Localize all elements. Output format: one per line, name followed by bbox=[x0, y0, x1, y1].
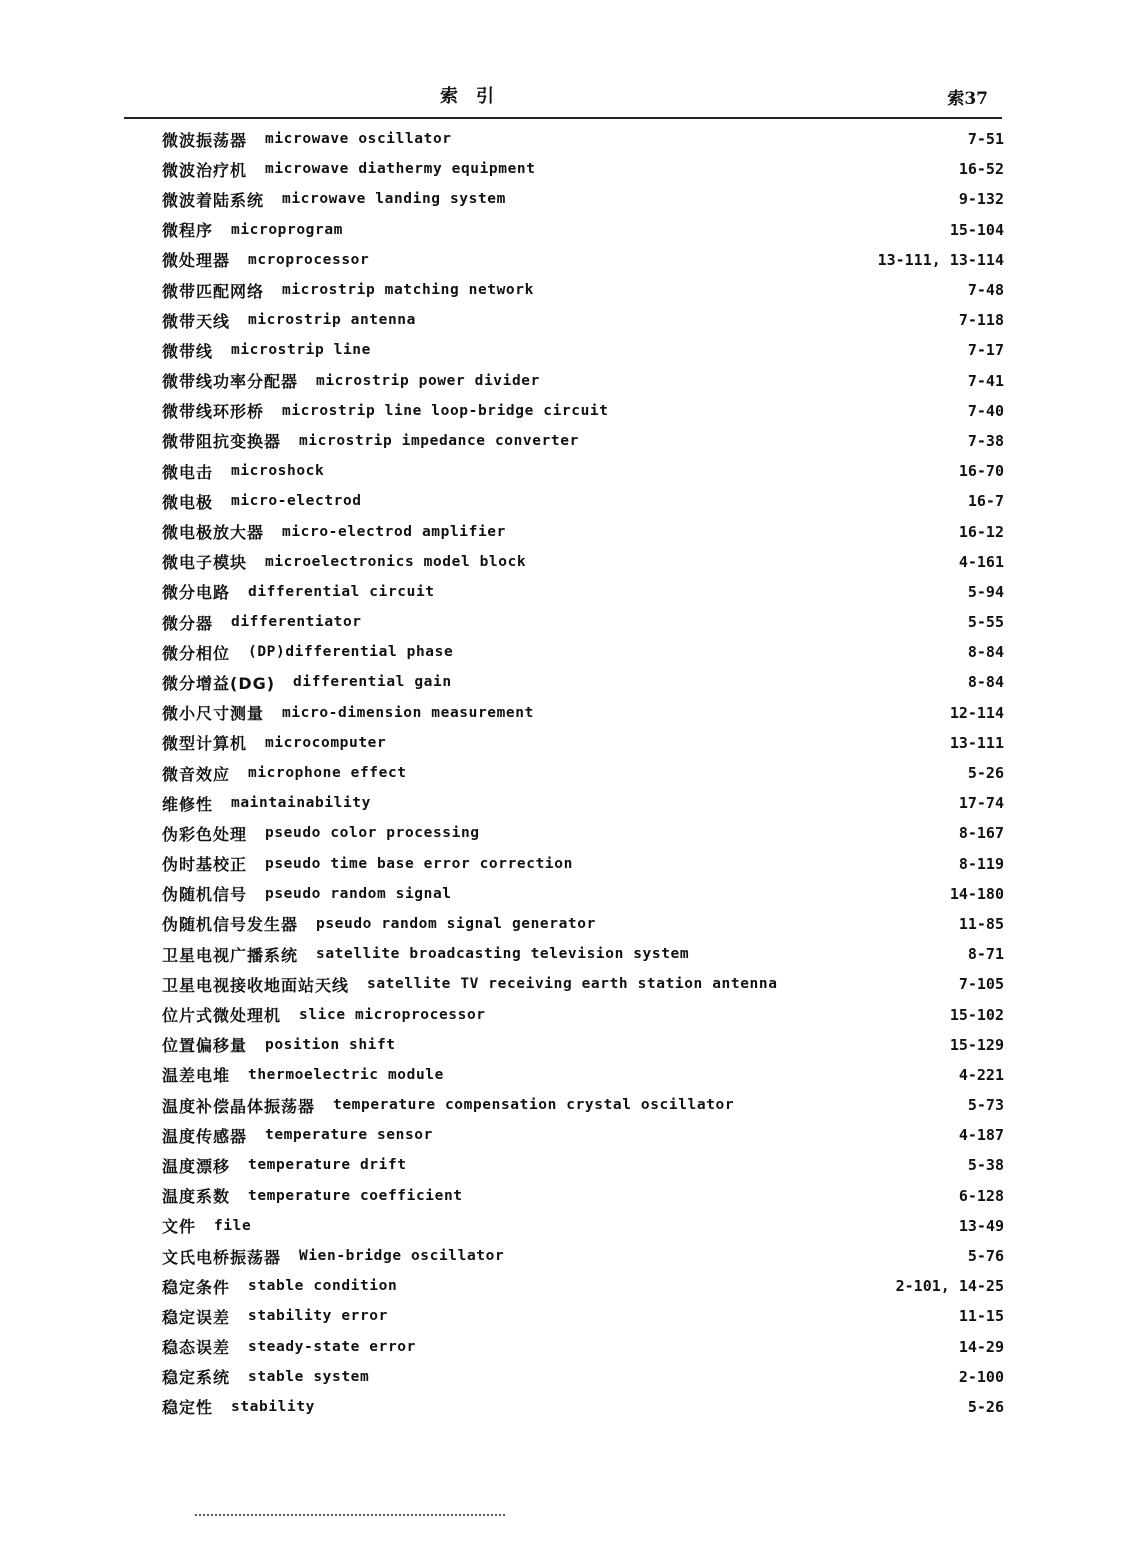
entry-english-term: temperature coefficient bbox=[248, 1187, 463, 1204]
entry-chinese-term: 微带线功率分配器 bbox=[162, 372, 299, 392]
entry-english-term: microstrip line bbox=[231, 342, 371, 359]
entry-chinese-term: 微分相位 bbox=[162, 643, 231, 663]
index-entry bbox=[162, 1271, 1004, 1301]
index-entry bbox=[162, 305, 1004, 335]
entry-page-reference: 7-41 bbox=[967, 371, 1004, 390]
entry-chinese-term: 位置偏移量 bbox=[162, 1036, 248, 1056]
index-entry bbox=[162, 1362, 1004, 1392]
entry-english-term: position shift bbox=[265, 1036, 396, 1053]
entry-chinese-term: 位片式微处理机 bbox=[162, 1006, 282, 1026]
entry-english-term: differential gain bbox=[293, 674, 452, 691]
entry-english-term: microwave diathermy equipment bbox=[265, 161, 536, 178]
entry-english-term: pseudo random signal bbox=[265, 885, 452, 902]
index-entry bbox=[162, 396, 1004, 426]
entry-chinese-term: 微带匹配网络 bbox=[162, 281, 265, 301]
entry-chinese-term: 温度传感器 bbox=[162, 1126, 248, 1146]
entry-chinese-term: 微分器 bbox=[162, 613, 214, 633]
entry-chinese-term: 稳定系统 bbox=[162, 1368, 231, 1388]
entry-page-reference: 12-114 bbox=[949, 703, 1004, 722]
index-entry bbox=[162, 215, 1004, 245]
entry-english-term: thermoelectric module bbox=[248, 1066, 444, 1083]
entry-chinese-term: 温度补偿晶体振荡器 bbox=[162, 1096, 316, 1116]
entry-page-reference: 5-73 bbox=[967, 1096, 1004, 1115]
entry-page-reference: 5-76 bbox=[967, 1247, 1004, 1266]
entry-chinese-term: 微音效应 bbox=[162, 764, 231, 784]
index-entry bbox=[162, 939, 1004, 969]
index-entry bbox=[162, 698, 1004, 728]
index-entry bbox=[162, 667, 1004, 697]
index-entry bbox=[162, 728, 1004, 758]
index-entry bbox=[162, 1181, 1004, 1211]
entry-chinese-term: 伪随机信号 bbox=[162, 885, 248, 905]
index-entry bbox=[162, 1392, 1004, 1422]
entry-chinese-term: 温差电堆 bbox=[162, 1066, 231, 1086]
index-entry bbox=[162, 1301, 1004, 1331]
index-entry bbox=[162, 1030, 1004, 1060]
index-entry bbox=[162, 124, 1004, 154]
entry-chinese-term: 微波治疗机 bbox=[162, 160, 248, 180]
entry-english-term: microstrip antenna bbox=[248, 312, 416, 329]
entry-english-term: temperature drift bbox=[248, 1157, 407, 1174]
index-entry bbox=[162, 1060, 1004, 1090]
entry-page-reference: 16-12 bbox=[958, 522, 1004, 541]
index-entry bbox=[162, 1090, 1004, 1120]
entry-chinese-term: 稳定性 bbox=[162, 1398, 214, 1418]
entry-english-term: pseudo random signal generator bbox=[316, 915, 596, 932]
entry-chinese-term: 微波着陆系统 bbox=[162, 190, 265, 210]
entry-page-reference: 7-17 bbox=[967, 341, 1004, 360]
index-entry bbox=[162, 818, 1004, 848]
index-entry bbox=[162, 1150, 1004, 1180]
entry-chinese-term: 微带阻抗变换器 bbox=[162, 432, 282, 452]
index-entry bbox=[162, 1241, 1004, 1271]
entry-english-term: satellite broadcasting television system bbox=[316, 946, 690, 963]
entry-english-term: mcroprocessor bbox=[248, 251, 370, 268]
entry-english-term: microwave oscillator bbox=[265, 131, 452, 148]
page-number: 索37 bbox=[947, 89, 988, 109]
entry-english-term: microstrip impedance converter bbox=[299, 432, 579, 449]
page-title: 索 引 bbox=[440, 86, 494, 107]
index-entry bbox=[162, 456, 1004, 486]
entry-page-reference: 8-84 bbox=[967, 643, 1004, 662]
entry-chinese-term: 温度系数 bbox=[162, 1187, 231, 1207]
entry-page-reference: 5-26 bbox=[967, 764, 1004, 783]
entry-english-term: stable condition bbox=[248, 1278, 398, 1295]
entry-english-term: microstrip line loop-bridge circuit bbox=[282, 402, 609, 419]
entry-english-term: stable system bbox=[248, 1368, 370, 1385]
entry-chinese-term: 微程序 bbox=[162, 221, 214, 241]
entry-page-reference: 15-102 bbox=[949, 1005, 1004, 1024]
entry-english-term: differentiator bbox=[231, 614, 362, 631]
entry-page-reference: 8-71 bbox=[967, 945, 1004, 964]
index-entry bbox=[162, 909, 1004, 939]
index-entry bbox=[162, 788, 1004, 818]
entry-english-term: microwave landing system bbox=[282, 191, 506, 208]
index-entry bbox=[162, 366, 1004, 396]
entry-chinese-term: 稳定误差 bbox=[162, 1307, 231, 1327]
entry-chinese-term: 微型计算机 bbox=[162, 734, 248, 754]
entry-page-reference: 16-70 bbox=[958, 462, 1004, 481]
index-entry bbox=[162, 879, 1004, 909]
entry-chinese-term: 伪时基校正 bbox=[162, 855, 248, 875]
entry-page-reference: 5-26 bbox=[967, 1397, 1004, 1416]
index-entry bbox=[162, 607, 1004, 637]
index-entry bbox=[162, 1120, 1004, 1150]
entry-english-term: stability error bbox=[248, 1308, 388, 1325]
index-entry bbox=[162, 547, 1004, 577]
entry-page-reference: 13-49 bbox=[958, 1216, 1004, 1235]
entry-page-reference: 7-48 bbox=[967, 281, 1004, 300]
entry-chinese-term: 稳定条件 bbox=[162, 1277, 231, 1297]
entry-page-reference: 15-129 bbox=[949, 1035, 1004, 1054]
entry-chinese-term: 文氏电桥振荡器 bbox=[162, 1247, 282, 1267]
entry-chinese-term: 微小尺寸测量 bbox=[162, 704, 265, 724]
header-divider bbox=[124, 117, 1002, 119]
entry-chinese-term: 微电极放大器 bbox=[162, 523, 265, 543]
entry-page-reference: 8-119 bbox=[958, 854, 1004, 873]
entry-english-term: microelectronics model block bbox=[265, 553, 527, 570]
entry-page-reference: 7-38 bbox=[967, 431, 1004, 450]
entry-page-reference: 8-167 bbox=[958, 824, 1004, 843]
entry-chinese-term: 伪彩色处理 bbox=[162, 824, 248, 844]
entry-chinese-term: 微带天线 bbox=[162, 311, 231, 331]
index-entry-list bbox=[162, 124, 1004, 1422]
entry-english-term: micro-electrod amplifier bbox=[282, 523, 506, 540]
entry-english-term: micro-dimension measurement bbox=[282, 704, 534, 721]
entry-page-reference: 4-161 bbox=[958, 552, 1004, 571]
entry-page-reference: 13-111, 13-114 bbox=[877, 250, 1004, 269]
entry-page-reference: 11-85 bbox=[958, 914, 1004, 933]
entry-english-term: microstrip power divider bbox=[316, 372, 540, 389]
entry-english-term: micro-electrod bbox=[231, 493, 362, 510]
entry-page-reference: 7-105 bbox=[958, 975, 1004, 994]
entry-english-term: differential circuit bbox=[248, 583, 435, 600]
entry-page-reference: 16-52 bbox=[958, 160, 1004, 179]
entry-chinese-term: 微波振荡器 bbox=[162, 130, 248, 150]
entry-page-reference: 7-40 bbox=[967, 401, 1004, 420]
index-entry bbox=[162, 1332, 1004, 1362]
entry-page-reference: 7-118 bbox=[958, 311, 1004, 330]
entry-english-term: slice microprocessor bbox=[299, 1006, 486, 1023]
index-entry bbox=[162, 577, 1004, 607]
entry-chinese-term: 文件 bbox=[162, 1217, 197, 1237]
entry-chinese-term: 伪随机信号发生器 bbox=[162, 915, 299, 935]
entry-english-term: maintainability bbox=[231, 795, 371, 812]
entry-page-reference: 7-51 bbox=[967, 130, 1004, 149]
entry-chinese-term: 微处理器 bbox=[162, 251, 231, 271]
entry-chinese-term: 维修性 bbox=[162, 794, 214, 814]
entry-page-reference: 16-7 bbox=[967, 492, 1004, 511]
entry-page-reference: 13-111 bbox=[949, 733, 1004, 752]
entry-page-reference: 5-94 bbox=[967, 582, 1004, 601]
index-entry bbox=[162, 275, 1004, 305]
entry-chinese-term: 微电击 bbox=[162, 462, 214, 482]
entry-chinese-term: 微带线 bbox=[162, 341, 214, 361]
index-entry bbox=[162, 245, 1004, 275]
entry-chinese-term: 微电极 bbox=[162, 492, 214, 512]
entry-english-term: steady-state error bbox=[248, 1338, 416, 1355]
entry-page-reference: 17-74 bbox=[958, 794, 1004, 813]
entry-page-reference: 11-15 bbox=[958, 1307, 1004, 1326]
index-entry bbox=[162, 999, 1004, 1029]
entry-page-reference: 15-104 bbox=[949, 220, 1004, 239]
entry-page-reference: 2-101, 14-25 bbox=[895, 1277, 1004, 1296]
entry-chinese-term: 微电子模块 bbox=[162, 553, 248, 573]
entry-english-term: microshock bbox=[231, 463, 325, 480]
entry-chinese-term: 微带线环形桥 bbox=[162, 402, 265, 422]
entry-chinese-term: 微分电路 bbox=[162, 583, 231, 603]
index-entry bbox=[162, 426, 1004, 456]
entry-english-term: Wien-bridge oscillator bbox=[299, 1248, 505, 1265]
entry-page-reference: 9-132 bbox=[958, 190, 1004, 209]
entry-chinese-term: 稳态误差 bbox=[162, 1338, 231, 1358]
index-entry bbox=[162, 335, 1004, 365]
entry-page-reference: 6-128 bbox=[958, 1186, 1004, 1205]
entry-english-term: (DP)differential phase bbox=[248, 644, 454, 661]
entry-page-reference: 14-180 bbox=[949, 884, 1004, 903]
entry-page-reference: 2-100 bbox=[958, 1367, 1004, 1386]
entry-page-reference: 5-38 bbox=[967, 1156, 1004, 1175]
entry-english-term: pseudo time base error correction bbox=[265, 855, 573, 872]
entry-chinese-term: 微分增益(DG) bbox=[162, 673, 276, 693]
entry-chinese-term: 温度漂移 bbox=[162, 1156, 231, 1176]
entry-english-term: temperature compensation crystal oscillator bbox=[333, 1097, 735, 1114]
entry-english-term: microstrip matching network bbox=[282, 282, 534, 299]
entry-english-term: microcomputer bbox=[265, 734, 387, 751]
entry-english-term: temperature sensor bbox=[265, 1127, 433, 1144]
entry-page-reference: 14-29 bbox=[958, 1337, 1004, 1356]
index-entry bbox=[162, 1211, 1004, 1241]
index-entry bbox=[162, 969, 1004, 999]
entry-page-reference: 5-55 bbox=[967, 613, 1004, 632]
entry-english-term: stability bbox=[231, 1398, 315, 1415]
index-entry bbox=[162, 154, 1004, 184]
entry-english-term: pseudo color processing bbox=[265, 825, 480, 842]
entry-chinese-term: 卫星电视接收地面站天线 bbox=[162, 975, 350, 995]
entry-english-term: microphone effect bbox=[248, 765, 407, 782]
index-entry bbox=[162, 184, 1004, 214]
index-entry bbox=[162, 849, 1004, 879]
entry-chinese-term: 卫星电视广播系统 bbox=[162, 945, 299, 965]
footer-divider bbox=[195, 1514, 505, 1516]
index-entry bbox=[162, 758, 1004, 788]
index-entry bbox=[162, 516, 1004, 546]
entry-page-reference: 8-84 bbox=[967, 673, 1004, 692]
entry-english-term: satellite TV receiving earth station antenna bbox=[367, 976, 778, 993]
entry-english-term: microprogram bbox=[231, 221, 343, 238]
index-entry bbox=[162, 486, 1004, 516]
entry-page-reference: 4-221 bbox=[958, 1065, 1004, 1084]
entry-page-reference: 4-187 bbox=[958, 1126, 1004, 1145]
index-entry bbox=[162, 637, 1004, 667]
entry-english-term: file bbox=[214, 1217, 252, 1234]
